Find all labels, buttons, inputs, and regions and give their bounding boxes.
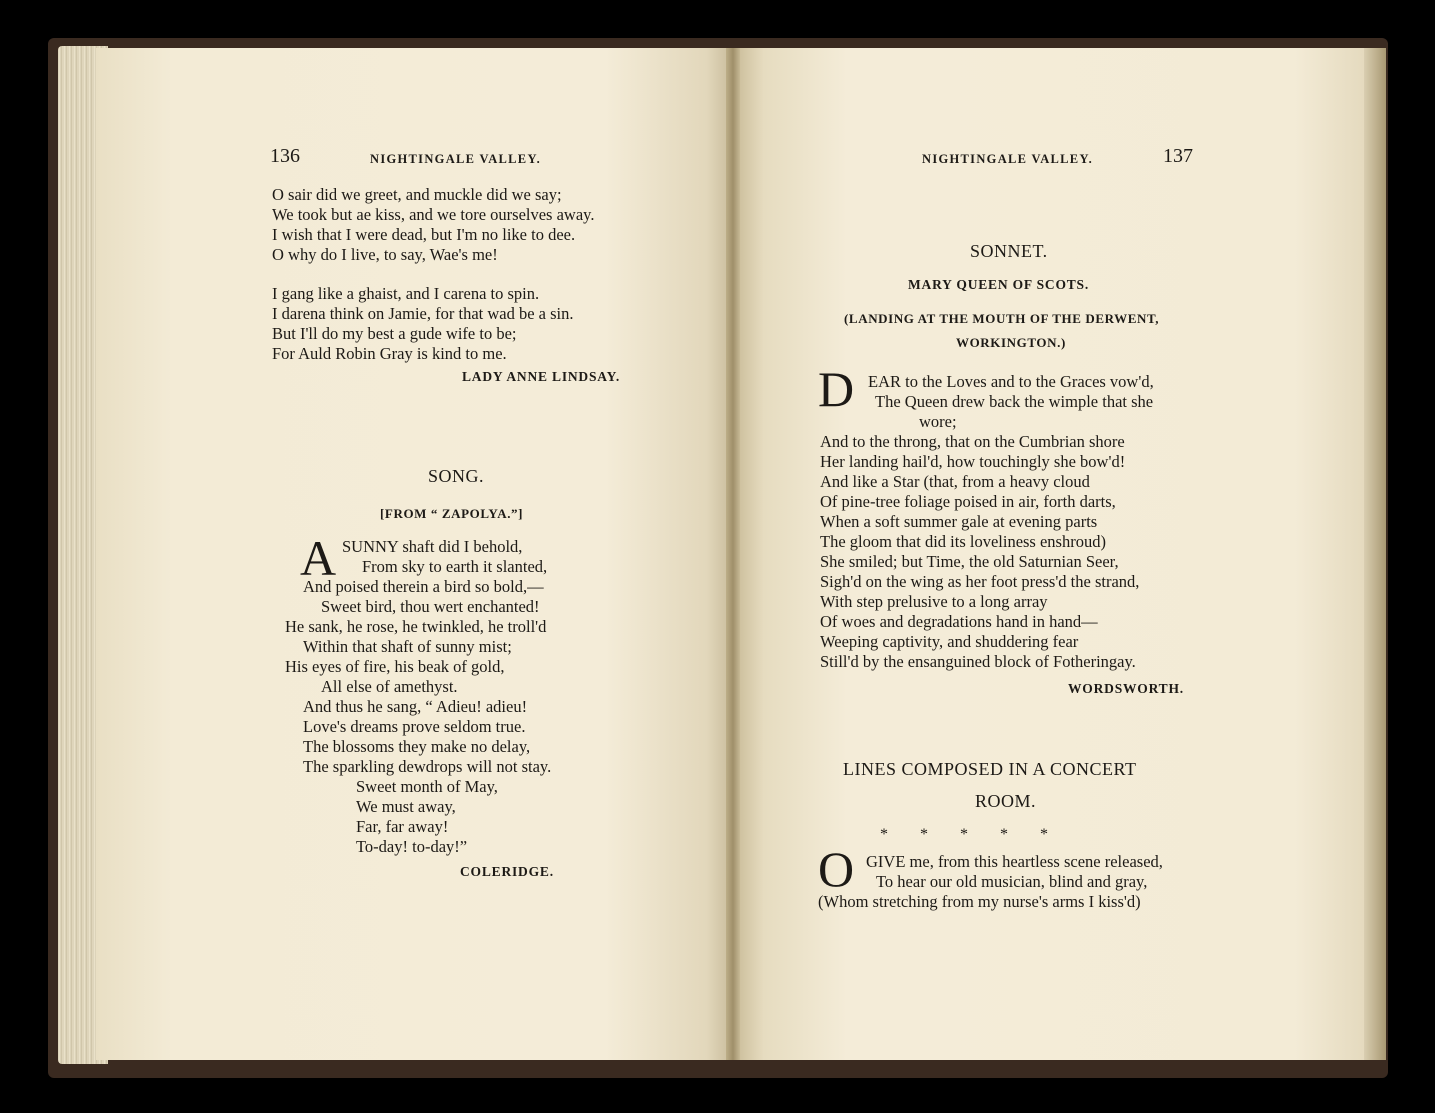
asterism: * * * * * <box>880 826 1048 843</box>
verse-line: We must away, <box>356 797 456 816</box>
running-head-right: NIGHTINGALE VALLEY. <box>922 152 1094 166</box>
author-attribution: COLERIDGE. <box>460 864 554 879</box>
drop-cap-o: O <box>818 841 855 897</box>
verse-line: Her landing hail'd, how touchingly she bow'd! <box>820 452 1126 471</box>
verse-line: The gloom that did its loveliness enshroud) <box>820 532 1106 551</box>
drop-cap-d: D <box>818 361 855 417</box>
verse-line: When a soft summer gale at evening parts <box>820 512 1098 531</box>
verse-line: And to the throng, that on the Cumbrian shore <box>820 432 1125 451</box>
verse-line: The sparkling dewdrops will not stay. <box>303 757 552 776</box>
verse-line: The Queen drew back the wimple that she <box>875 392 1154 411</box>
poem-source: [FROM “ ZAPOLYA.”] <box>380 506 524 521</box>
verse-line: I gang like a ghaist, and I carena to spin. <box>272 284 540 303</box>
poem-subtitle: MARY QUEEN OF SCOTS. <box>908 277 1090 292</box>
verse-line: Of pine-tree foliage poised in air, forth darts, <box>820 492 1116 511</box>
verse-line: But I'll do my best a gude wife to be; <box>272 324 517 343</box>
verse-line: We took but ae kiss, and we tore ourselves away. <box>272 205 595 224</box>
verse-line: All else of amethyst. <box>321 677 458 696</box>
verse-line: Sigh'd on the wing as her foot press'd the strand, <box>820 572 1140 591</box>
verse-line: (Whom stretching from my nurse's arms I kiss'd) <box>818 892 1141 911</box>
verse-line: His eyes of fire, his beak of gold, <box>285 657 505 676</box>
verse-line: Far, far away! <box>356 817 449 836</box>
verse-line: O why do I live, to say, Wae's me! <box>272 245 498 264</box>
verse-line: EAR to the Loves and to the Graces vow'd, <box>868 372 1154 391</box>
verse-line: With step prelusive to a long array <box>820 592 1048 611</box>
author-attribution: LADY ANNE LINDSAY. <box>462 369 621 384</box>
author-attribution: WORDSWORTH. <box>1068 681 1184 696</box>
verse-line: Still'd by the ensanguined block of Fotheringay. <box>820 652 1136 671</box>
verse-line: From sky to earth it slanted, <box>362 557 548 576</box>
poem-title-lines: LINES COMPOSED IN A CONCERT <box>843 759 1137 779</box>
drop-cap-a: A <box>300 530 337 586</box>
verse-line: Weeping captivity, and shuddering fear <box>820 632 1079 651</box>
verse-line: And thus he sang, “ Adieu! adieu! <box>303 697 528 716</box>
poem-title-sonnet: SONNET. <box>970 241 1048 261</box>
verse-line: And like a Star (that, from a heavy cloud <box>820 472 1090 491</box>
verse-line: I darena think on Jamie, for that wad be a sin. <box>272 304 574 323</box>
verse-line: To hear our old musician, blind and gray, <box>876 872 1148 891</box>
poem-note: WORKINGTON.) <box>956 335 1066 350</box>
verse-line: And poised therein a bird so bold,— <box>303 577 544 596</box>
verse-line: To-day! to-day!” <box>356 837 468 856</box>
verse-line: GIVE me, from this heartless scene released, <box>866 852 1163 871</box>
running-head-left: NIGHTINGALE VALLEY. <box>370 152 542 166</box>
verse-line: Within that shaft of sunny mist; <box>303 637 512 656</box>
book-gutter <box>726 48 740 1060</box>
page-number-left: 136 <box>270 145 300 167</box>
poem-title-song: SONG. <box>428 466 485 486</box>
verse-line: wore; <box>919 412 957 431</box>
verse-line: O sair did we greet, and muckle did we say; <box>272 185 562 204</box>
verse-line: For Auld Robin Gray is kind to me. <box>272 344 507 363</box>
page-number-right: 137 <box>1163 145 1193 167</box>
verse-line: Of woes and degradations hand in hand— <box>820 612 1098 631</box>
verse-line: Love's dreams prove seldom true. <box>303 717 526 736</box>
page-edges-right <box>1364 48 1386 1060</box>
verse-line: Sweet bird, thou wert enchanted! <box>321 597 540 616</box>
verse-line: Sweet month of May, <box>356 777 498 796</box>
poem-title-lines-cont: ROOM. <box>975 791 1037 811</box>
verse-line: The blossoms they make no delay, <box>303 737 531 756</box>
verse-line: He sank, he rose, he twinkled, he troll'd <box>285 617 547 636</box>
poem-note: (LANDING AT THE MOUTH OF THE DERWENT, <box>844 311 1160 326</box>
verse-line: SUNNY shaft did I behold, <box>342 537 523 556</box>
verse-line: She smiled; but Time, the old Saturnian Seer, <box>820 552 1119 571</box>
verse-line: I wish that I were dead, but I'm no like to dee. <box>272 225 576 244</box>
